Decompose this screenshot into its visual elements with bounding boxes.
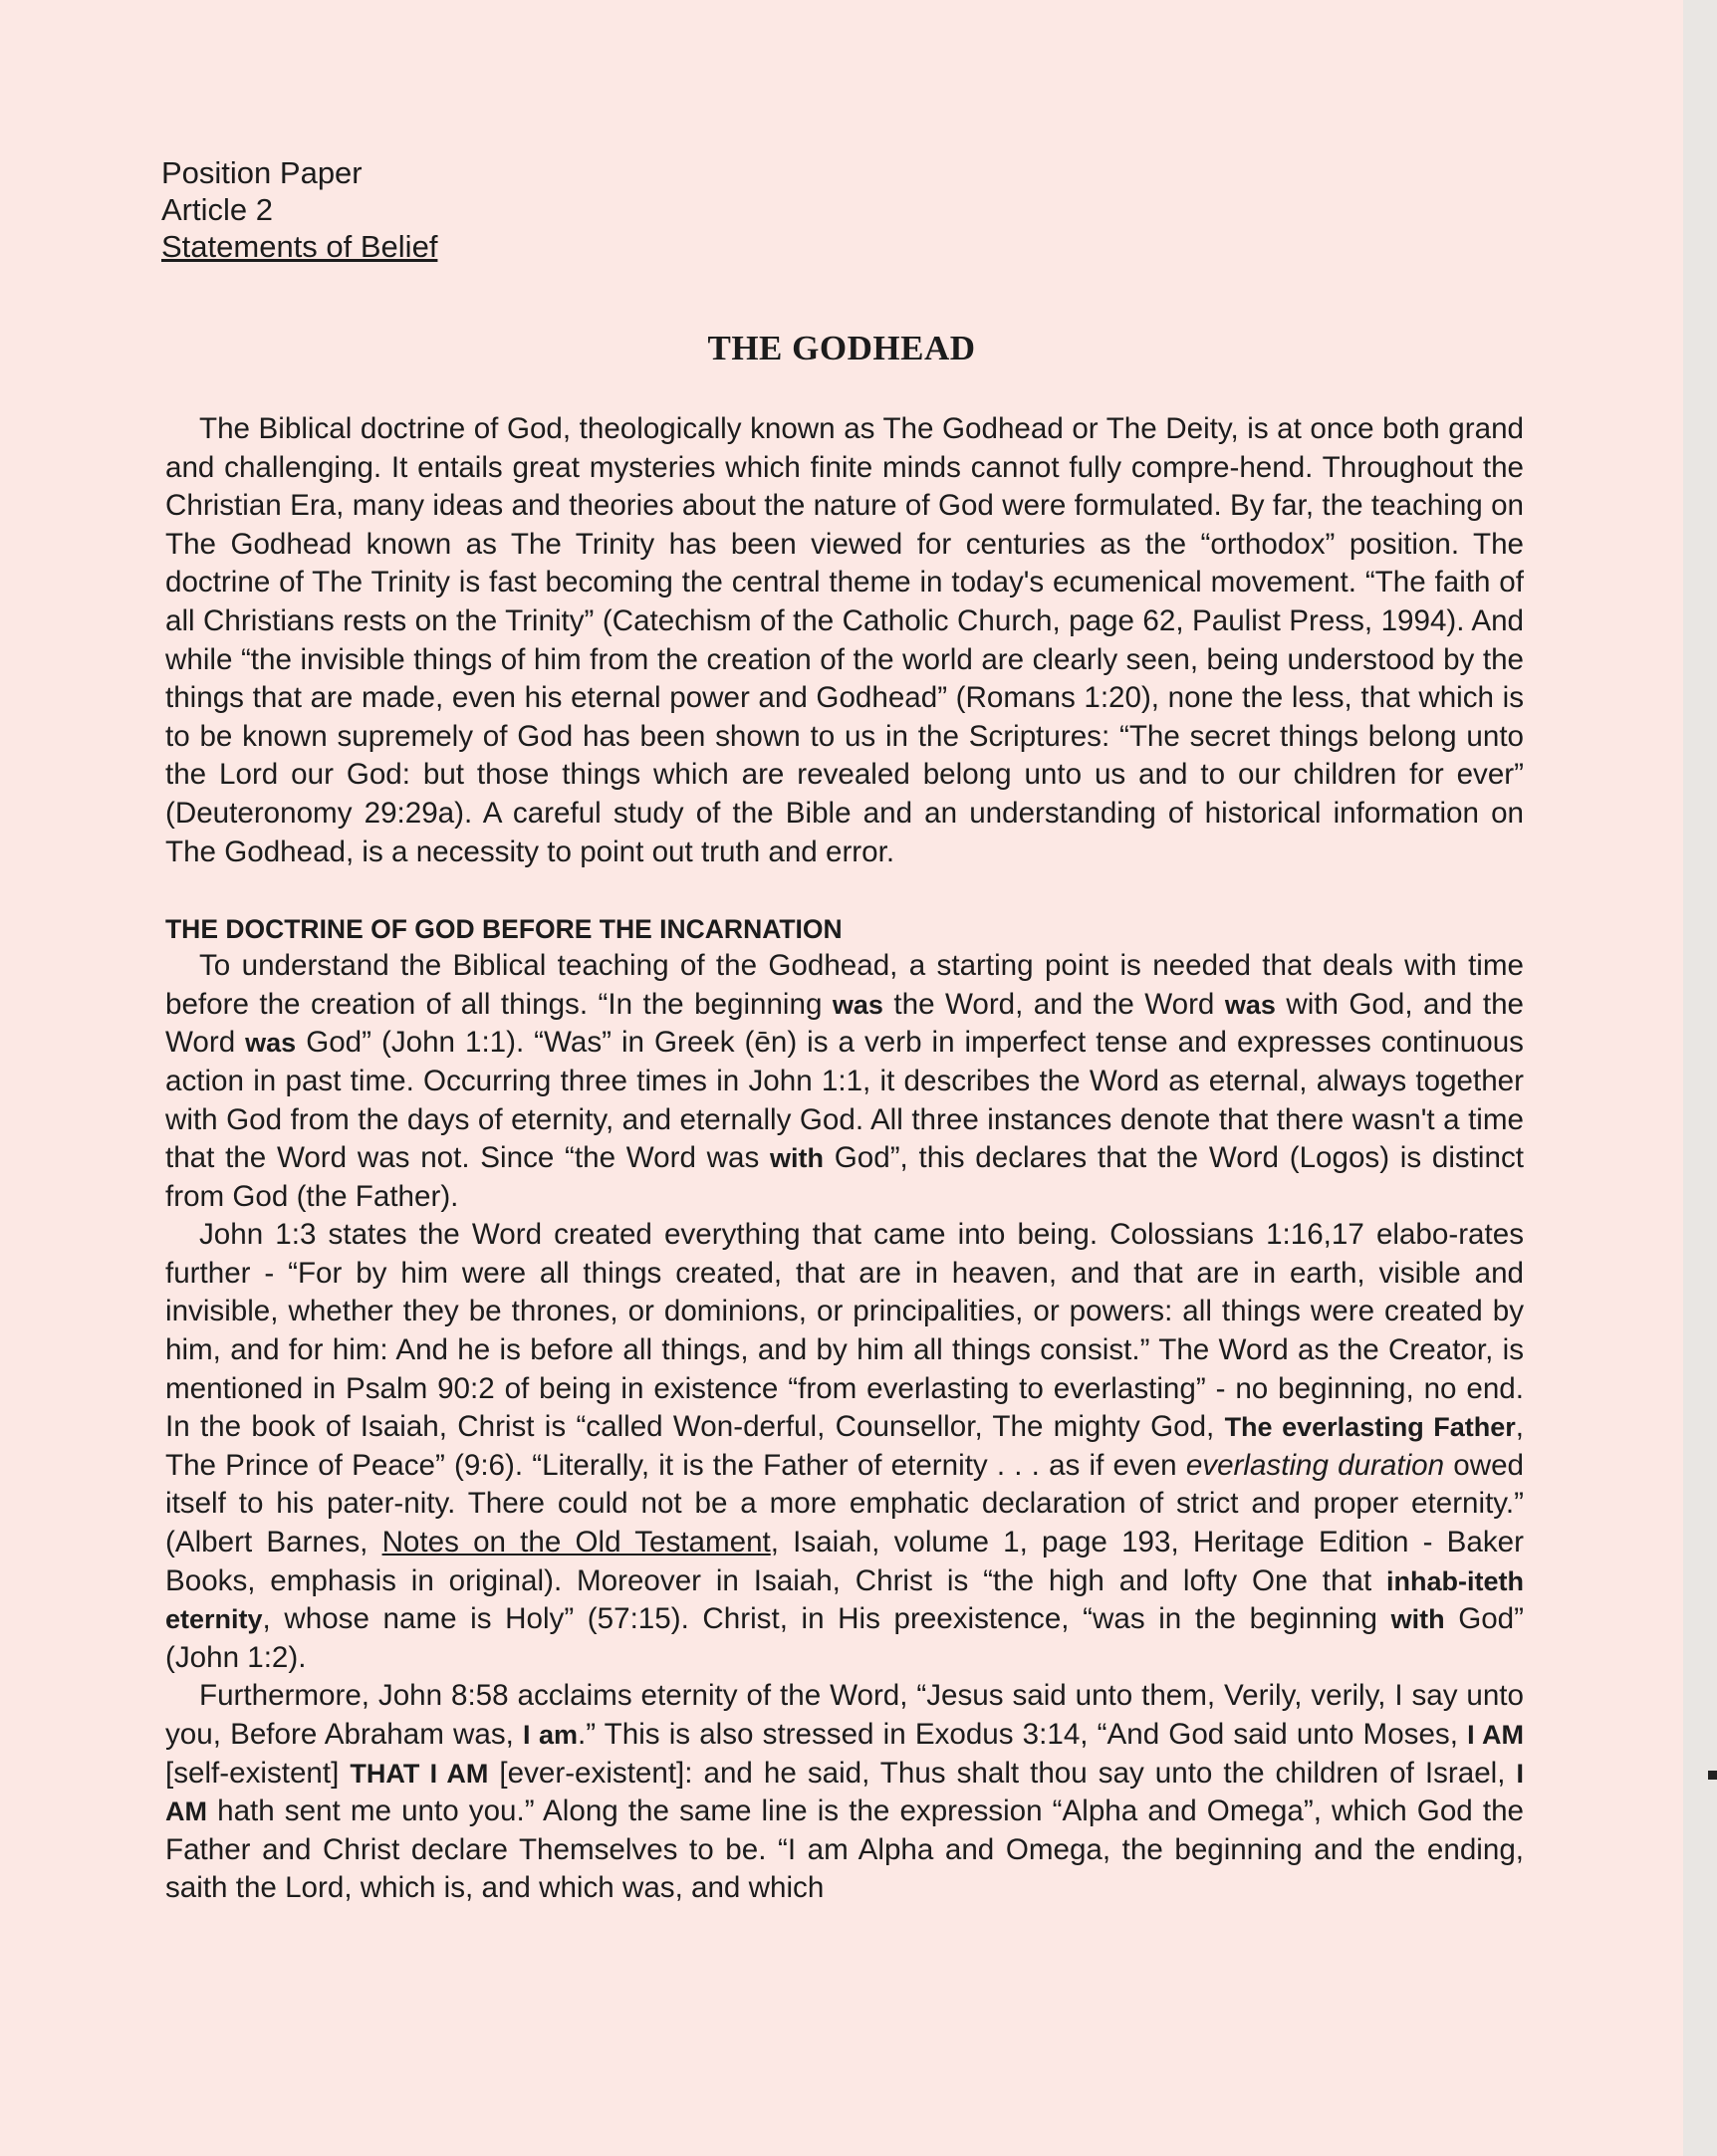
text-run: God” (John 1:1). “Was” in Greek (ēn) is a verb in imperfect tense and expresses continuous action in past time. Occurring three times in John 1:1, it describes the Word as eternal, always together with God from the days of eternity, and eternally God. All three instances denote that there wasn't a time that the Word was not. Since “the Word was: [165, 1026, 1524, 1175]
text-run: John 1:3 states the Word created everything that came into being. Colossians 1:16,17 elabo-rates further - “For by him were all things created, that are in heaven, and that are in earth, visible and invisible, whether they be thrones, or dominions, or principalities, or powers: all things were created by him, and for him: And he is before all things, and by him all things consist.” The Word as the Creator, is mentioned in Psalm 90:2 of being in existence “from everlasting to everlasting” - no beginning, no end. In the book of Isaiah, Christ is “called Won-derful, Counsellor, The mighty God,: [165, 1218, 1524, 1444]
text-run: .” This is also stressed in Exodus 3:14, “And God said unto Moses,: [577, 1718, 1468, 1751]
bold-run: with: [770, 1143, 825, 1174]
bold-run: I AM: [1467, 1720, 1525, 1750]
page-title: THE GODHEAD: [707, 329, 976, 367]
book-title: Notes on the Old Testament: [381, 1526, 771, 1559]
text-run: hath sent me unto you.” Along the same line is the expression “Alpha and Omega”, which God the Father and Christ declare Themselves to be. “I am Alpha and Omega, the beginning and the ending, saith the Lord, which is, and which was, and which: [165, 1795, 1524, 1905]
text-run: To understand the Biblical teaching of the Godhead, a starting point is needed that deals with time before the creation of all things. “In the beginning: [165, 949, 1524, 1021]
text-run: with God, and the Word: [165, 987, 1524, 1060]
bold-run: with: [1390, 1604, 1445, 1635]
bold-run: THAT I AM: [350, 1758, 489, 1789]
scan-edge: [1683, 0, 1717, 2156]
text-run: [ever-existent]: and he said, Thus shalt thou say unto the children of Israel,: [488, 1756, 1517, 1790]
text-run: , The Prince of Peace” (9:6). “Literally, it is the Father of eternity . . . as if even: [165, 1410, 1524, 1482]
text-run: Furthermore, John 8:58 acclaims eternity of the Word, “Jesus said unto them, Verily, verily, I say unto you, Before Abraham was,: [165, 1679, 1524, 1751]
text-run: God”, this declares that the Word (Logos) is distinct from God (the Father).: [165, 1141, 1524, 1213]
bold-run: was: [245, 1028, 297, 1059]
bold-run: was: [1224, 989, 1276, 1020]
section-heading: THE DOCTRINE OF GOD BEFORE THE INCARNATION: [165, 914, 843, 945]
bold-run: was: [832, 989, 883, 1020]
header-line-1: Position Paper: [161, 155, 363, 190]
document-body: [165, 410, 1524, 1908]
document-header: [161, 154, 437, 265]
text-run: , whose name is Holy” (57:15). Christ, in His preexistence, “was in the beginning: [262, 1602, 1391, 1636]
bold-run: The everlasting Father: [1224, 1412, 1516, 1443]
text-run: the Word, and the Word: [882, 987, 1225, 1021]
intro-paragraph: The Biblical doctrine of God, theologically known as The Godhead or The Deity, is at once both grand and challenging. It entails great mysteries which finite minds cannot fully compre-hend. Throughout the Christian Era, many ideas and theories about the nature of God were formulated. By far, the teaching on The Godhead known as The Trinity has been viewed for centuries as the “orthodox” position. The doctrine of The Trinity is fast becoming the central theme in today's ecumenical movement. “The faith of all Christians rests on the Trinity” (Catechism of the Catholic Church, page 62, Paulist Press, 1994). And while “the invisible things of him from the creation of the world are clearly seen, being understood by the things that are made, even his eternal power and Godhead” (Romans 1:20), none the less, that which is to be known supremely of God has been shown to us in the Scriptures: “The secret things belong unto the Lord our God: but those things which are revealed belong unto us and to our children for ever” (Deuteronomy 29:29a). A careful study of the Bible and an understanding of historical information on The Godhead, is a necessity to point out truth and error.: [165, 412, 1524, 868]
header-line-2: Article 2: [161, 192, 273, 227]
header-line-3: Statements of Belief: [161, 229, 438, 264]
bold-run: I AM: [165, 1758, 1524, 1827]
text-run: owed itself to his pater-nity. There could not be a more emphatic declaration of strict and proper eternity.” (Albert Barnes,: [165, 1448, 1524, 1559]
paragraph-1: [165, 947, 1524, 1216]
bold-run: I am: [523, 1720, 578, 1750]
italic-run: everlasting duration: [1185, 1448, 1445, 1482]
scan-mark: [1708, 1771, 1717, 1780]
text-run: , Isaiah, volume 1, page 193, Heritage Edition - Baker Books, emphasis in original). Moreover in Isaiah, Christ is “the high and lofty One that: [165, 1526, 1524, 1597]
paragraph-2: [165, 1216, 1524, 1677]
text-run: God” (John 1:2).: [165, 1602, 1524, 1674]
bold-run: inhab-iteth eternity: [165, 1565, 1524, 1635]
text-run: [self-existent]: [165, 1756, 351, 1790]
paragraph-3: [165, 1677, 1524, 1908]
